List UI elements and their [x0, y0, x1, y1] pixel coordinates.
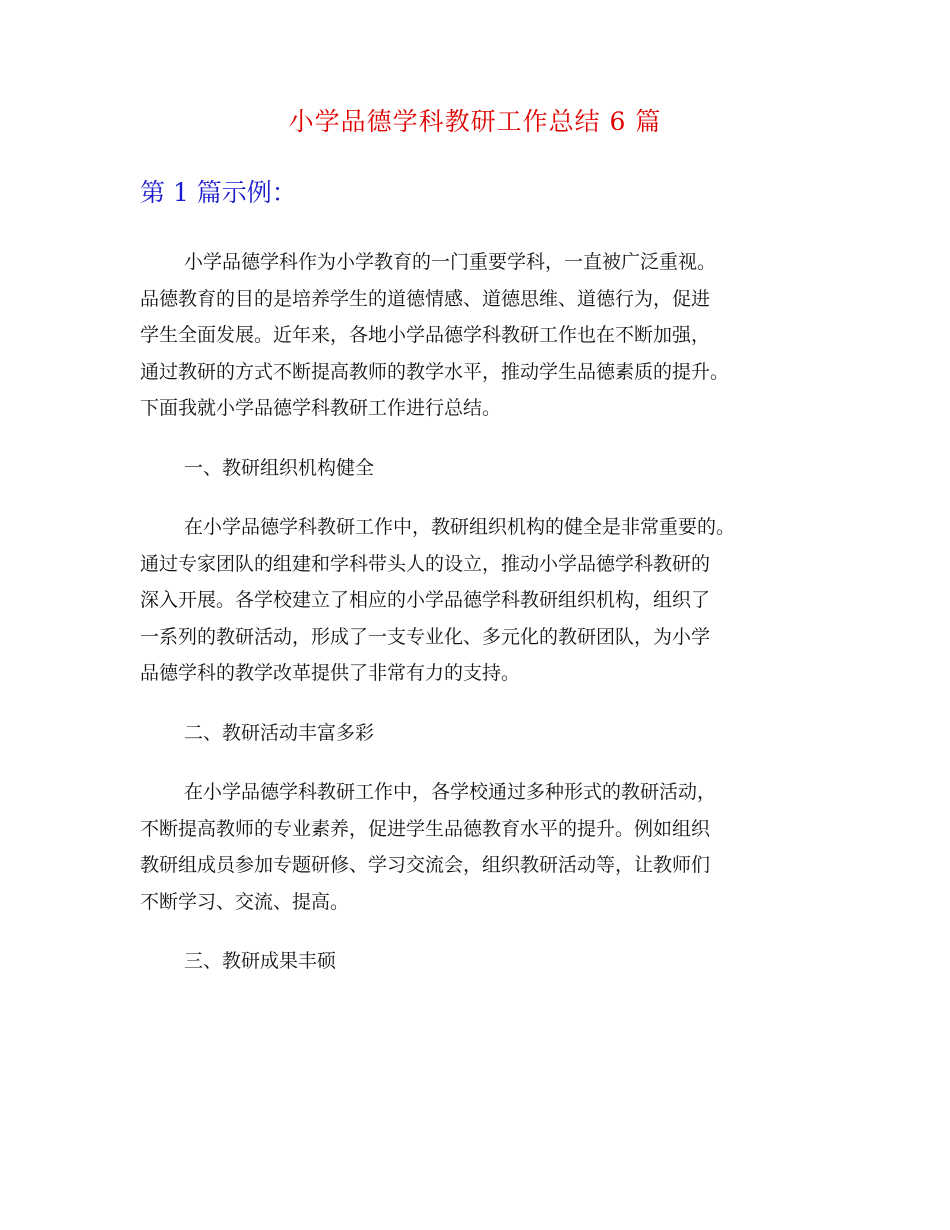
text-line: 深入开展。各学校建立了相应的小学品德学科教研组织机构，组织了: [140, 589, 711, 611]
paragraph-1: [140, 509, 840, 692]
text-line: 通过专家团队的组建和学科带头人的设立，推动小学品德学科教研的: [140, 552, 711, 575]
text-line: 小学品德学科作为小学教育的一门重要学科，一直被广泛重视。: [184, 251, 717, 273]
text-line: 一系列的教研活动，形成了一支专业化、多元化的教研团队，为小学: [140, 625, 711, 648]
text-line: 在小学品德学科教研工作中，教研组织机构的健全是非常重要的。: [184, 516, 736, 538]
text-line: 下面我就小学品德学科教研工作进行总结。: [140, 397, 502, 419]
subheading-3: 三、教研成果丰硕: [184, 950, 337, 972]
text-line: 在小学品德学科教研工作中，各学校通过多种形式的教研活动，: [184, 781, 717, 803]
text-line: 教研组成员参加专题研修、学习交流会，组织教研活动等，让教师们: [140, 854, 711, 876]
document-title: 小学品德学科教研工作总结 6 篇: [288, 107, 662, 136]
text-line: 品德学科的教学改革提供了非常有力的支持。: [140, 662, 521, 684]
text-line: 品德教育的目的是培养学生的道德情感、道德思维、道德行为，促进: [140, 287, 711, 310]
text-line: 不断学习、交流、提高。: [140, 890, 350, 913]
text-line: 不断提高教师的专业素养，促进学生品德教育水平的提升。例如组织: [140, 817, 711, 840]
subheading-2: 二、教研活动丰富多彩: [184, 721, 375, 744]
text-line: 学生全面发展。近年来，各地小学品德学科教研工作也在不断加强，: [140, 324, 711, 346]
paragraph-2: [140, 774, 840, 920]
document-body: [140, 244, 840, 1003]
subheading-1: 一、教研组织机构健全: [184, 456, 375, 479]
intro-paragraph: [140, 244, 840, 427]
section-heading: 第 1 篇示例：: [140, 178, 297, 207]
text-line: 通过教研的方式不断提高教师的教学水平，推动学生品德素质的提升。: [140, 360, 730, 383]
